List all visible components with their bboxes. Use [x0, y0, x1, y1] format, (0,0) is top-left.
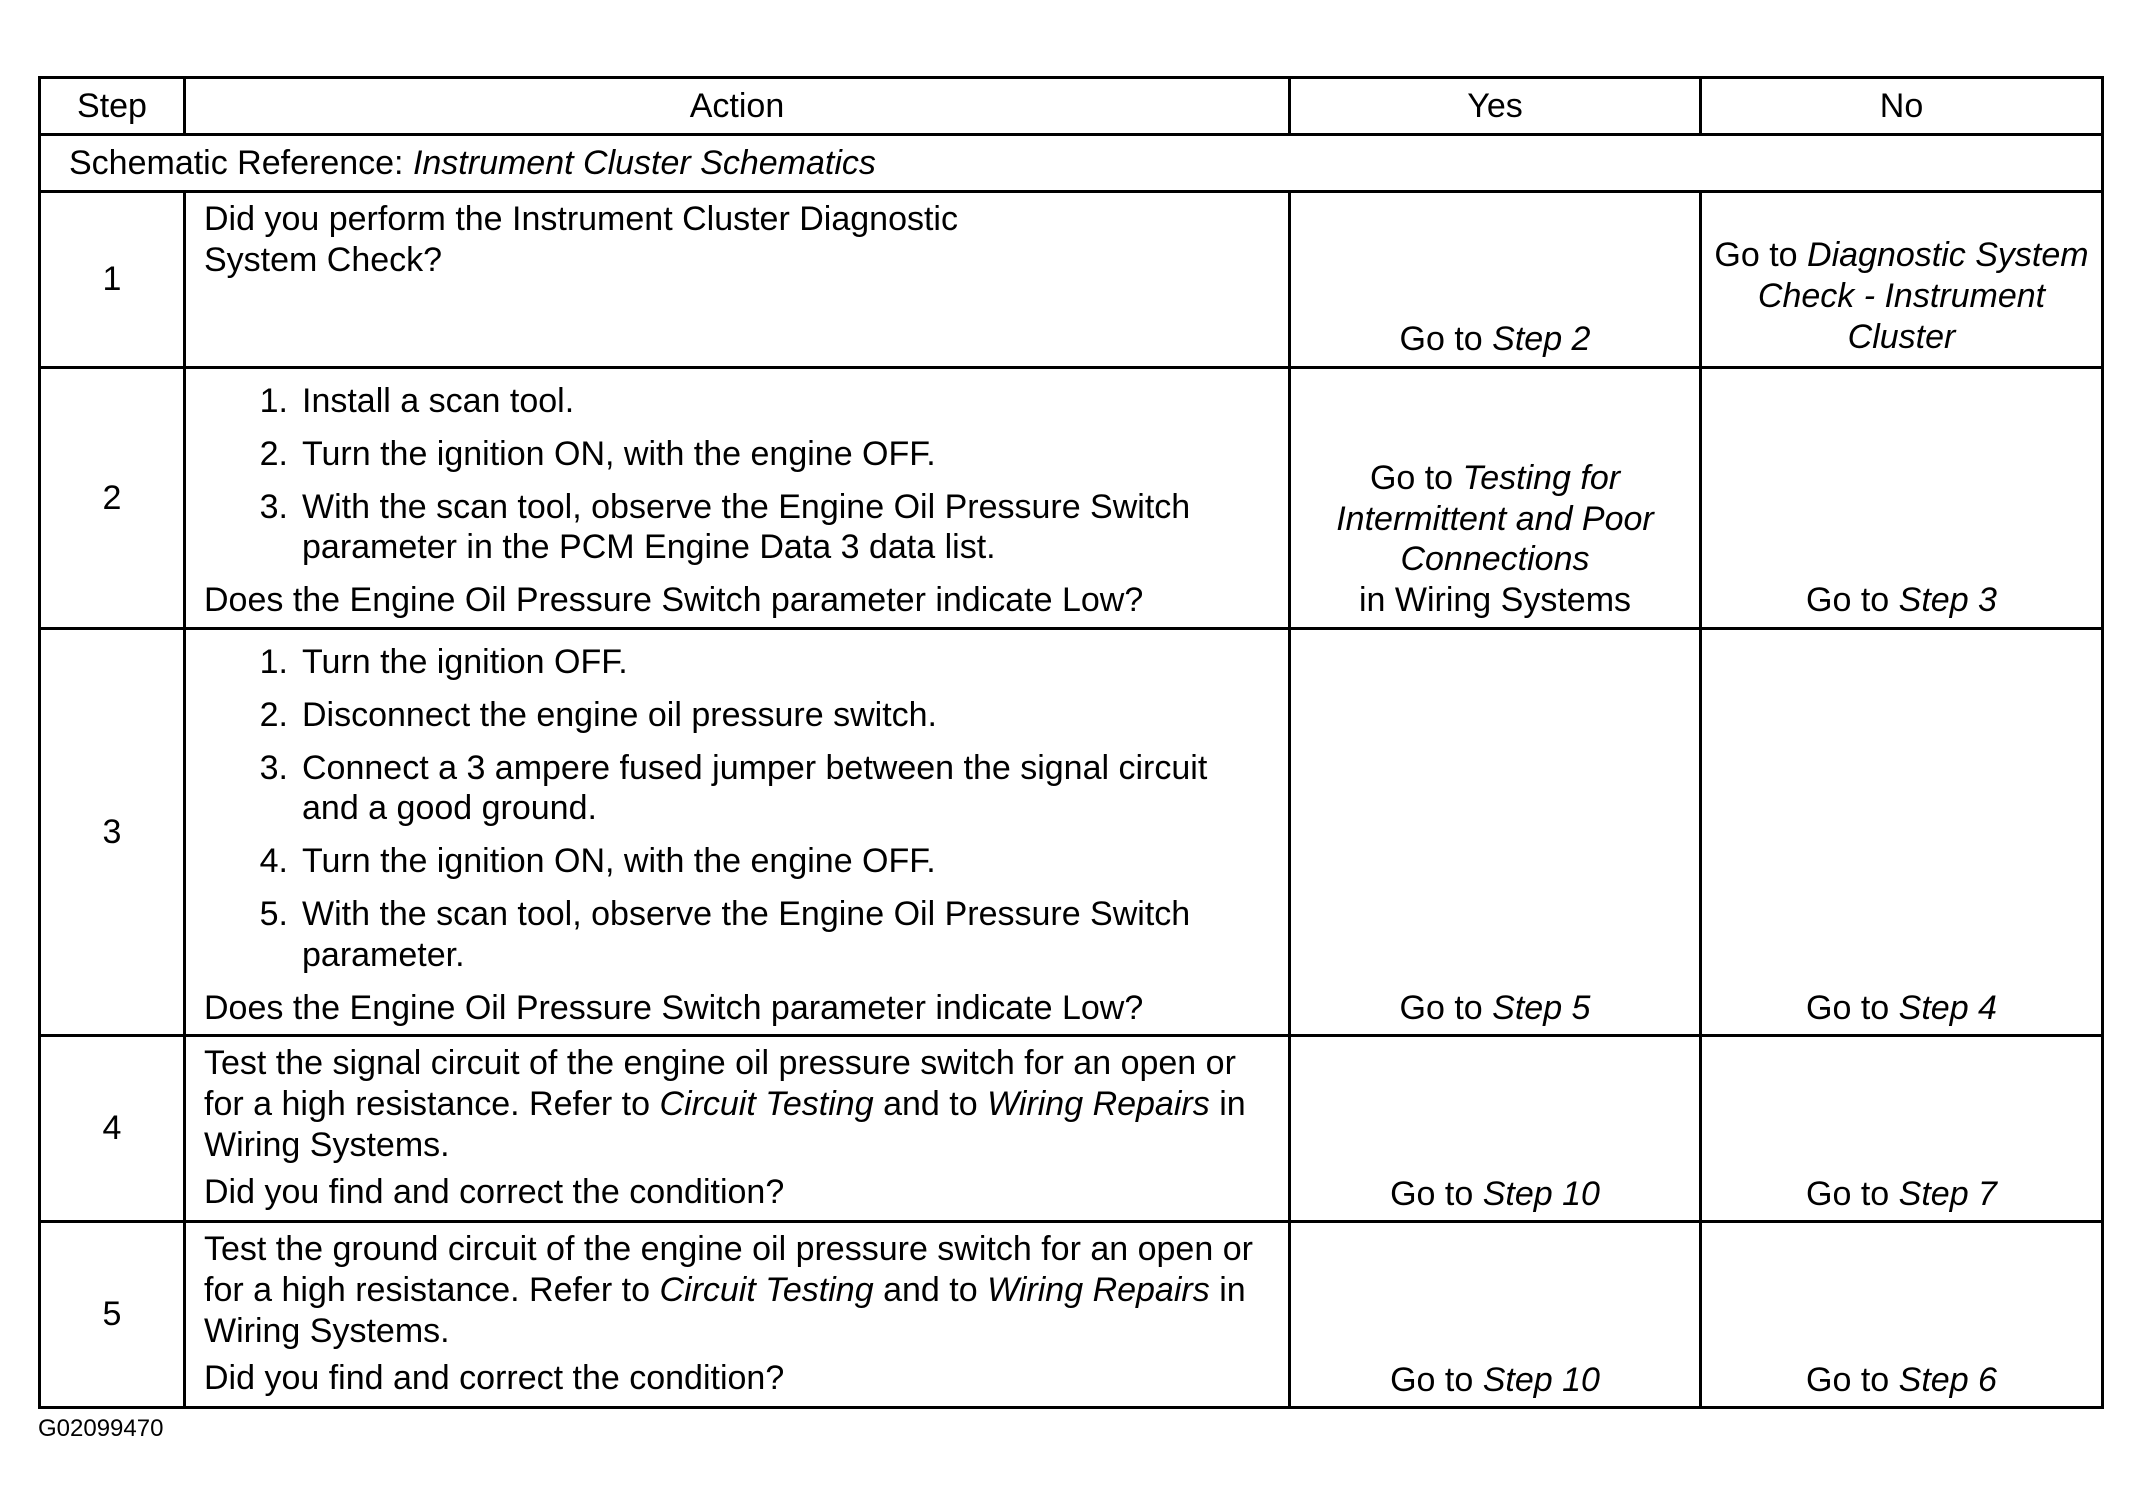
schematic-reference-label: Schematic Reference: — [69, 143, 404, 182]
action-step: 3. With the scan tool, observe the Engine Oil Pressure Switch parameter in the PCM Engine Data 3 data list. — [259, 487, 1191, 567]
no-prefix: Go to — [1806, 581, 1890, 620]
action-steps — [204, 642, 1270, 976]
action-cell — [185, 1222, 1290, 1408]
action-step: 1. Install a scan tool. — [259, 382, 575, 420]
step-number: 4 — [40, 1036, 185, 1222]
action-question: Did you perform the Instrument Cluster Diagnostic System Check? — [204, 200, 958, 279]
yes-cell — [1290, 1222, 1701, 1408]
no-link[interactable]: Step 4 — [1898, 988, 1997, 1027]
action-step: 1. Turn the ignition OFF. — [259, 642, 628, 681]
wiring-repairs-link[interactable]: Wiring Repairs — [987, 1085, 1210, 1124]
action-step: 4. Turn the ignition ON, with the engine OFF. — [259, 842, 936, 881]
schematic-reference — [40, 135, 2103, 192]
no-cell — [1701, 1036, 2103, 1222]
yes-cell — [1290, 192, 1701, 368]
yes-suffix: in Wiring Systems — [1358, 581, 1632, 620]
action-step: 3. Connect a 3 ampere fused jumper between the signal circuit and a good ground. — [259, 748, 1208, 828]
action-cell — [185, 368, 1290, 629]
wiring-repairs-link[interactable]: Wiring Repairs — [987, 1271, 1210, 1310]
yes-link[interactable]: Step 2 — [1492, 320, 1591, 359]
yes-prefix: Go to — [1369, 458, 1454, 497]
yes-link[interactable]: Testing for Intermittent and Poor Connections — [1336, 458, 1654, 579]
action-question: Did you find and correct the condition? — [204, 1358, 785, 1397]
no-prefix: Go to — [1806, 1174, 1890, 1213]
no-prefix: Go to — [1714, 236, 1798, 275]
yes-prefix: Go to — [1390, 1360, 1474, 1399]
yes-link[interactable]: Step 10 — [1482, 1360, 1600, 1399]
header-action: Action — [185, 78, 1290, 135]
circuit-testing-link[interactable]: Circuit Testing — [659, 1271, 874, 1310]
action-cell — [185, 628, 1290, 1035]
action-cell — [185, 192, 1290, 368]
action-question: Does the Engine Oil Pressure Switch parameter indicate Low? — [204, 581, 1144, 620]
no-link[interactable]: Step 7 — [1898, 1174, 1997, 1213]
yes-link[interactable]: Step 5 — [1492, 988, 1591, 1027]
no-cell — [1701, 192, 2103, 368]
action-question: Does the Engine Oil Pressure Switch parameter indicate Low? — [204, 988, 1144, 1027]
table-row — [40, 628, 2103, 1035]
figure-id: G02099470 — [38, 1415, 164, 1442]
header-row — [40, 78, 2103, 135]
action-steps — [204, 381, 1270, 568]
no-cell — [1701, 628, 2103, 1035]
no-prefix: Go to — [1806, 988, 1890, 1027]
step-number: 3 — [40, 628, 185, 1035]
action-step: 2. Turn the ignition ON, with the engine OFF. — [259, 434, 936, 473]
step-number: 2 — [40, 368, 185, 629]
no-prefix: Go to — [1806, 1360, 1890, 1399]
yes-cell — [1290, 628, 1701, 1035]
action-instruction: Test the ground circuit of the engine oil pressure switch for an open or for a high resistance. Refer to Circuit Testing and to Wiring Repairs in Wiring Systems. — [204, 1230, 1253, 1350]
action-step: 5. With the scan tool, observe the Engine Oil Pressure Switch parameter. — [259, 894, 1191, 974]
no-link[interactable]: Diagnostic System Check - Instrument Cluster — [1757, 236, 2089, 356]
action-instruction: Test the signal circuit of the engine oil pressure switch for an open or for a high resistance. Refer to Circuit Testing and to Wiring Repairs in Wiring Systems. — [204, 1044, 1246, 1164]
header-no: No — [1701, 78, 2103, 135]
schematic-reference-link[interactable]: Instrument Cluster Schematics — [412, 143, 876, 182]
diagnostic-table — [38, 76, 2104, 1409]
header-yes: Yes — [1290, 78, 1701, 135]
step-number: 1 — [40, 192, 185, 368]
step-number: 5 — [40, 1222, 185, 1408]
table-row — [40, 192, 2103, 368]
yes-prefix: Go to — [1399, 320, 1483, 359]
yes-cell — [1290, 1036, 1701, 1222]
no-cell — [1701, 1222, 2103, 1408]
table-row — [40, 1036, 2103, 1222]
action-question: Did you find and correct the condition? — [204, 1172, 785, 1211]
no-cell — [1701, 368, 2103, 629]
circuit-testing-link[interactable]: Circuit Testing — [659, 1085, 874, 1124]
action-cell — [185, 1036, 1290, 1222]
yes-link[interactable]: Step 10 — [1482, 1174, 1600, 1213]
table-row — [40, 1222, 2103, 1408]
action-step: 2. Disconnect the engine oil pressure switch. — [259, 695, 937, 734]
table-row — [40, 368, 2103, 629]
yes-prefix: Go to — [1390, 1174, 1474, 1213]
yes-cell — [1290, 368, 1701, 629]
header-step: Step — [40, 78, 185, 135]
no-link[interactable]: Step 3 — [1898, 581, 1997, 620]
no-link[interactable]: Step 6 — [1898, 1360, 1997, 1399]
yes-prefix: Go to — [1399, 988, 1483, 1027]
schematic-reference-row — [40, 135, 2103, 192]
